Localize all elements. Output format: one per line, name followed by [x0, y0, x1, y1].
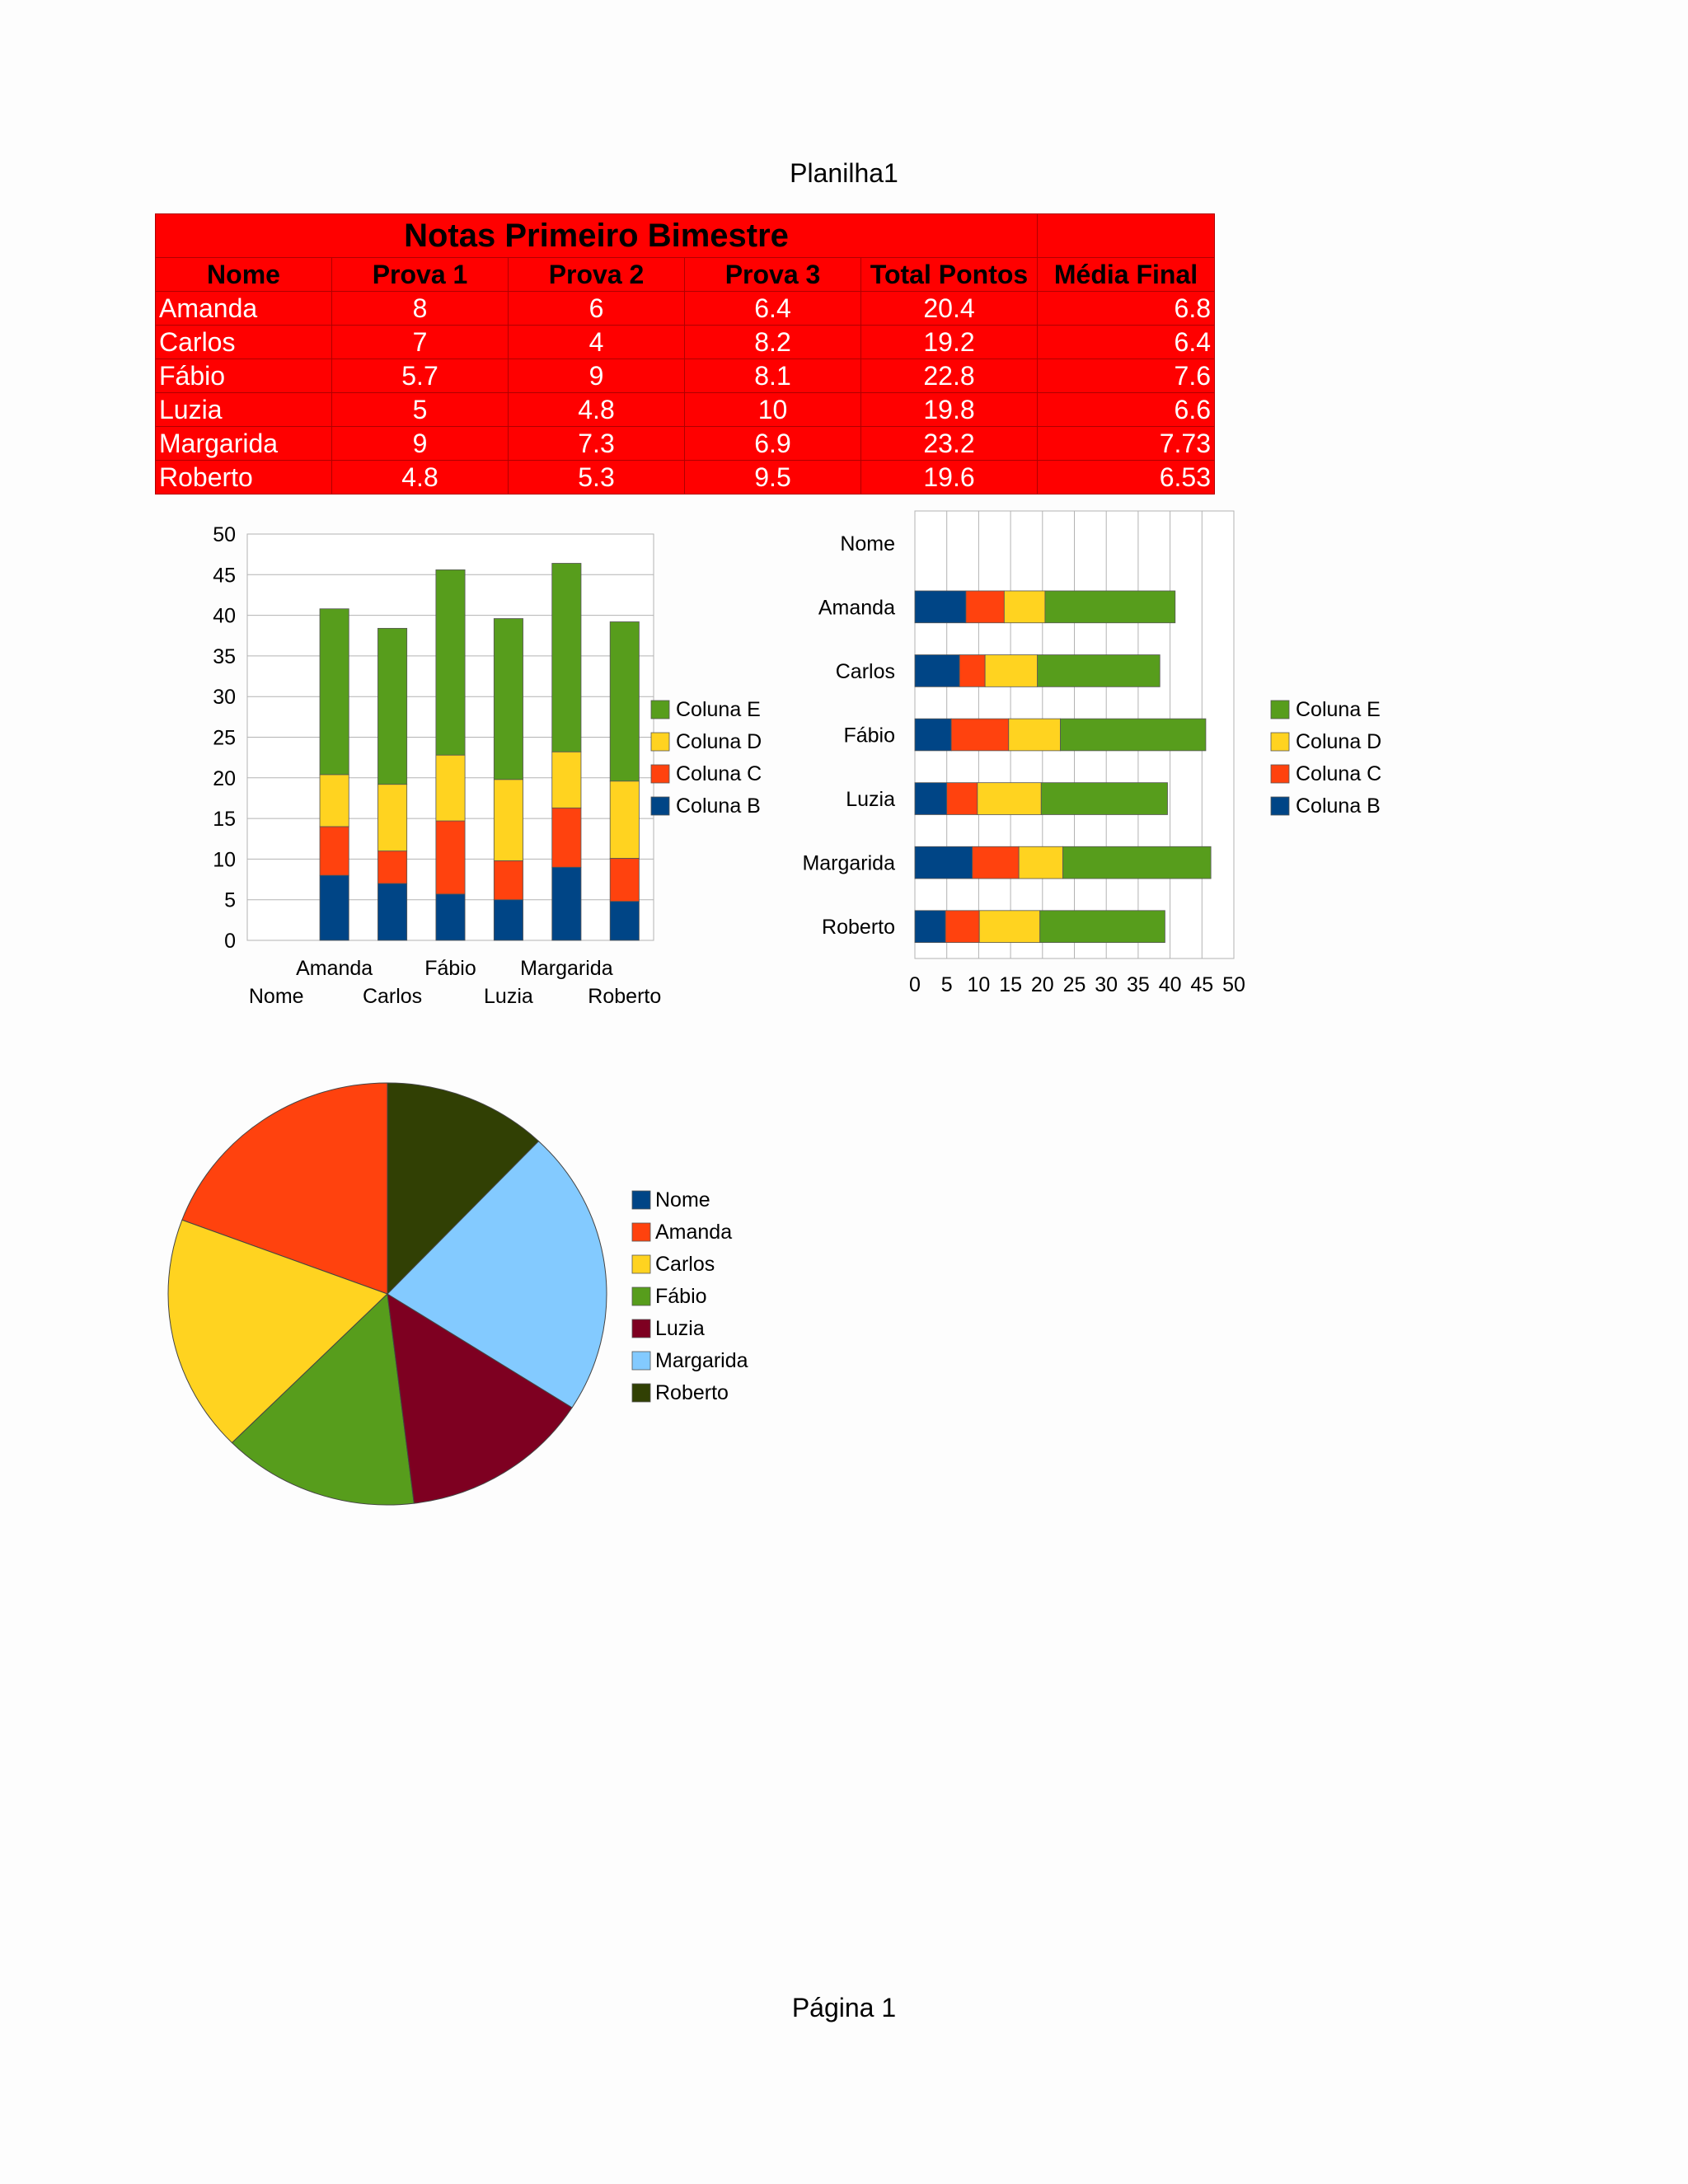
bar-segment	[947, 783, 978, 815]
bar-segment	[552, 867, 581, 940]
y-tick-label: 50	[213, 523, 236, 546]
student-name-cell[interactable]: Luzia	[156, 393, 332, 427]
x-tick-label: 5	[940, 973, 953, 996]
table-row	[156, 461, 1215, 494]
grade-cell[interactable]: 8	[332, 292, 509, 326]
legend-label: Carlos	[655, 1253, 715, 1276]
bar-segment	[320, 609, 349, 775]
bar-segment	[494, 860, 523, 899]
student-name-cell[interactable]: Fábio	[156, 359, 332, 393]
bar-segment	[320, 827, 349, 875]
grades-table	[155, 213, 1215, 494]
bar-segment	[1060, 719, 1205, 751]
legend-swatch	[632, 1319, 650, 1338]
bar-segment	[320, 775, 349, 827]
legend-swatch	[632, 1352, 650, 1370]
table-row	[156, 292, 1215, 326]
bar-segment	[610, 621, 639, 780]
x-tick-label: 30	[1095, 973, 1118, 996]
legend-label: Nome	[655, 1188, 710, 1212]
legend-swatch	[632, 1255, 650, 1273]
header-cell[interactable]: Média Final	[1038, 258, 1215, 292]
bar-segment	[377, 628, 406, 784]
legend-swatch	[632, 1287, 650, 1305]
bar-segment	[966, 591, 1004, 623]
y-tick-label: Carlos	[835, 659, 895, 683]
legend-swatch	[1271, 797, 1289, 815]
x-tick-label: Nome	[248, 985, 304, 1008]
x-tick-label: Amanda	[296, 957, 373, 980]
y-tick-label: 30	[213, 686, 236, 710]
legend-label: Coluna D	[676, 730, 762, 753]
y-tick-label: Amanda	[818, 596, 895, 620]
table-header-row	[156, 258, 1215, 292]
grade-cell[interactable]: 19.8	[861, 393, 1038, 427]
header-cell[interactable]: Prova 2	[509, 258, 685, 292]
y-tick-label: 15	[213, 808, 236, 832]
bar-segment	[1009, 719, 1061, 751]
student-name-cell[interactable]: Carlos	[156, 326, 332, 359]
table-row	[156, 393, 1215, 427]
legend-swatch	[1271, 765, 1289, 783]
grade-cell[interactable]: 6.53	[1038, 461, 1215, 494]
bar-segment	[610, 781, 639, 859]
y-tick-label: Luzia	[846, 788, 895, 812]
bar-segment	[1045, 591, 1175, 623]
legend-label: Fábio	[655, 1285, 707, 1308]
grade-cell[interactable]: 6.4	[1038, 326, 1215, 359]
y-tick-label: Margarida	[802, 851, 895, 875]
bar-segment	[915, 655, 959, 687]
x-tick-label: 20	[1030, 973, 1054, 996]
x-tick-label: 45	[1190, 973, 1214, 996]
grade-cell[interactable]: 4	[509, 326, 685, 359]
bar-segment	[915, 719, 951, 751]
legend-label: Luzia	[655, 1317, 705, 1340]
grade-cell[interactable]: 23.2	[861, 427, 1038, 461]
stacked-column-chart	[206, 518, 783, 1029]
bar-segment	[979, 911, 1040, 943]
legend-label: Coluna E	[676, 698, 761, 721]
y-tick-label: 25	[213, 726, 236, 750]
bar-segment	[494, 900, 523, 940]
x-tick-label: Fábio	[424, 957, 476, 980]
pie-chart	[157, 1071, 799, 1516]
bar-segment	[377, 851, 406, 883]
y-tick-label: 45	[213, 564, 236, 588]
bar-segment	[494, 780, 523, 861]
x-tick-label: 15	[999, 973, 1023, 996]
y-tick-label: Roberto	[822, 916, 895, 940]
x-tick-label: 35	[1126, 973, 1150, 996]
bar-segment	[915, 846, 973, 879]
grade-cell[interactable]: 9.5	[685, 461, 861, 494]
y-tick-label: 40	[213, 604, 236, 628]
table-title-row	[156, 214, 1215, 258]
bar-segment	[985, 655, 1037, 687]
y-tick-label: 10	[213, 848, 236, 872]
bar-segment	[377, 785, 406, 851]
grade-cell[interactable]: 4.8	[509, 393, 685, 427]
grade-cell[interactable]: 10	[685, 393, 861, 427]
student-name-cell[interactable]: Amanda	[156, 292, 332, 326]
legend-swatch	[1271, 701, 1289, 719]
bar-segment	[552, 808, 581, 867]
legend-label: Coluna B	[676, 794, 761, 818]
grade-cell[interactable]: 7.73	[1038, 427, 1215, 461]
legend-label: Margarida	[655, 1349, 748, 1372]
bar-segment	[959, 655, 985, 687]
grade-cell[interactable]: 20.4	[861, 292, 1038, 326]
x-tick-label: Carlos	[362, 985, 423, 1008]
grade-cell[interactable]: 8.2	[685, 326, 861, 359]
page-footer: Página 1	[791, 1993, 897, 2022]
student-name-cell[interactable]: Roberto	[156, 461, 332, 494]
legend-label: Coluna B	[1296, 794, 1381, 818]
grade-cell[interactable]: 19.2	[861, 326, 1038, 359]
y-tick-label: Nome	[840, 532, 895, 555]
legend-label: Coluna E	[1296, 698, 1381, 721]
bar-segment	[436, 821, 465, 894]
bar-segment	[951, 719, 1009, 751]
grade-cell[interactable]: 6.4	[685, 292, 861, 326]
stacked-bar-chart	[775, 503, 1418, 1014]
grade-cell[interactable]: 6.6	[1038, 393, 1215, 427]
grade-cell[interactable]: 5.3	[509, 461, 685, 494]
student-name-cell[interactable]: Margarida	[156, 427, 332, 461]
grade-cell[interactable]: 7.6	[1038, 359, 1215, 393]
legend-swatch	[632, 1191, 650, 1209]
table-title-empty-cell[interactable]	[1038, 214, 1215, 258]
grade-cell[interactable]: 6.9	[685, 427, 861, 461]
grade-cell[interactable]: 7.3	[509, 427, 685, 461]
grade-cell[interactable]: 8.1	[685, 359, 861, 393]
bar-segment	[494, 619, 523, 780]
legend-label: Amanda	[655, 1221, 733, 1244]
bar-segment	[1063, 846, 1212, 879]
legend-swatch	[632, 1223, 650, 1241]
y-tick-label: 0	[224, 930, 236, 953]
y-tick-label: 5	[224, 888, 236, 912]
bar-segment	[552, 563, 581, 752]
grade-cell[interactable]: 7	[332, 326, 509, 359]
bar-segment	[915, 591, 966, 623]
bar-segment	[377, 883, 406, 940]
table-title[interactable]: Notas Primeiro Bimestre	[156, 214, 1038, 258]
header-cell[interactable]: Total Pontos	[861, 258, 1038, 292]
bar-segment	[552, 752, 581, 808]
x-tick-label: 0	[909, 973, 921, 996]
legend-swatch	[1271, 733, 1289, 751]
grade-cell[interactable]: 5	[332, 393, 509, 427]
x-tick-label: Margarida	[520, 957, 613, 980]
grade-cell[interactable]: 9	[509, 359, 685, 393]
bar-segment	[436, 755, 465, 821]
bar-segment	[978, 783, 1041, 815]
header-cell[interactable]: Nome	[156, 258, 332, 292]
legend-swatch	[651, 797, 669, 815]
legend-label: Coluna D	[1296, 730, 1382, 753]
x-tick-label: Roberto	[588, 985, 662, 1008]
bar-segment	[1041, 783, 1167, 815]
bar-segment	[915, 783, 947, 815]
x-tick-label: 25	[1062, 973, 1086, 996]
x-tick-label: Luzia	[484, 985, 533, 1008]
page-header: Planilha1	[790, 158, 898, 188]
legend-label: Roberto	[655, 1381, 729, 1404]
grade-cell[interactable]: 5.7	[332, 359, 509, 393]
header-cell[interactable]: Prova 3	[685, 258, 861, 292]
y-tick-label: 20	[213, 766, 236, 790]
bar-segment	[610, 858, 639, 901]
bar-segment	[1004, 591, 1045, 623]
legend-swatch	[651, 733, 669, 751]
x-tick-label: 40	[1158, 973, 1182, 996]
bar-segment	[973, 846, 1020, 879]
bar-segment	[610, 902, 639, 940]
grade-cell[interactable]: 9	[332, 427, 509, 461]
grade-cell[interactable]: 22.8	[861, 359, 1038, 393]
grade-cell[interactable]: 6.8	[1038, 292, 1215, 326]
legend-swatch	[632, 1384, 650, 1402]
bar-segment	[436, 569, 465, 755]
grade-cell[interactable]: 6	[509, 292, 685, 326]
legend-swatch	[651, 701, 669, 719]
bar-segment	[1038, 655, 1160, 687]
legend-label: Coluna C	[1296, 762, 1382, 785]
header-cell[interactable]: Prova 1	[332, 258, 509, 292]
table-row	[156, 326, 1215, 359]
legend-label: Coluna C	[676, 762, 762, 785]
bar-segment	[436, 894, 465, 940]
x-tick-label: 50	[1222, 973, 1245, 996]
legend-swatch	[651, 765, 669, 783]
grade-cell[interactable]: 19.6	[861, 461, 1038, 494]
y-tick-label: Fábio	[843, 724, 895, 748]
table-row	[156, 427, 1215, 461]
y-tick-label: 35	[213, 644, 236, 668]
table-row	[156, 359, 1215, 393]
bar-segment	[915, 911, 945, 943]
x-tick-label: 10	[967, 973, 991, 996]
bar-segment	[945, 911, 979, 943]
bar-segment	[1040, 911, 1165, 943]
bar-segment	[1019, 846, 1062, 879]
bar-segment	[320, 875, 349, 940]
grade-cell[interactable]: 4.8	[332, 461, 509, 494]
